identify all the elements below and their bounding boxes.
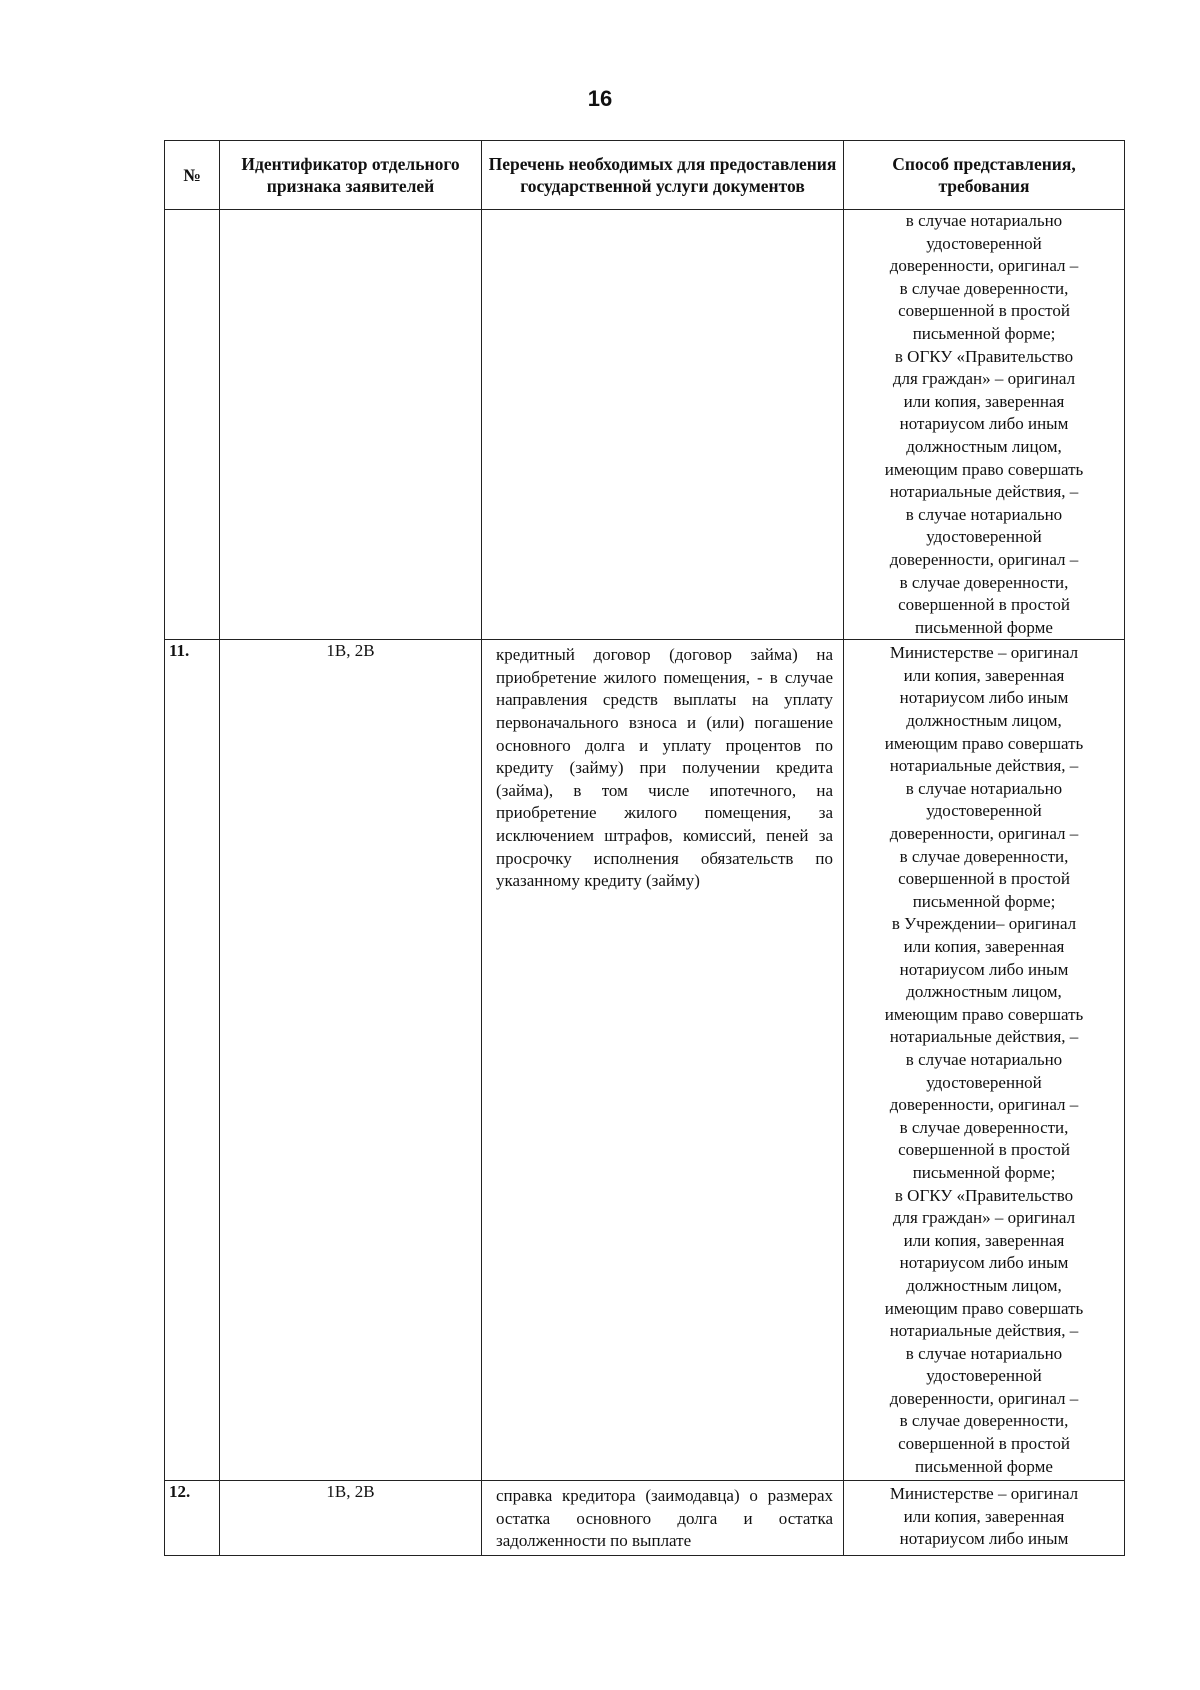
table-row-continuation xyxy=(165,210,1125,640)
method-line: удостоверенной xyxy=(926,801,1042,821)
method-line: доверенности, оригинал – xyxy=(889,1095,1079,1115)
cell-method xyxy=(844,210,1125,640)
method-line: должностным лицом, xyxy=(906,982,1062,1002)
cell-identifier xyxy=(220,210,482,640)
method-line: доверенности, оригинал – xyxy=(889,1388,1079,1408)
method-line: или копия, заверенная xyxy=(903,665,1065,685)
method-line: нотариальные действия, – xyxy=(889,756,1079,776)
table-row-11 xyxy=(165,640,1125,1481)
method-line: или копия, заверенная xyxy=(903,1506,1065,1526)
method-line: в случае нотариально xyxy=(905,1049,1063,1069)
method-line: в Учреждении– оригинал xyxy=(891,914,1077,934)
method-line: имеющим право совершать xyxy=(884,1004,1084,1024)
method-line: нотариальные действия, – xyxy=(889,482,1079,502)
method-line: в ОГКУ «Правительство xyxy=(894,1185,1074,1205)
method-line: Министерстве – оригинал xyxy=(889,1484,1079,1504)
method-line: должностным лицом, xyxy=(906,711,1062,731)
documents-table xyxy=(164,140,1125,1556)
method-line: в случае нотариально xyxy=(905,504,1063,524)
header-documents: Перечень необходимых для предоставления государственной услуги документов xyxy=(482,141,844,210)
method-line: в случае доверенности, xyxy=(899,846,1069,866)
table-header-row xyxy=(165,141,1125,210)
method-line: Министерстве – оригинал xyxy=(889,643,1079,663)
method-line: нотариальные действия, – xyxy=(889,1321,1079,1341)
method-line: письменной форме; xyxy=(912,891,1056,911)
method-line: нотариусом либо иным xyxy=(899,1529,1069,1549)
method-line: или копия, заверенная xyxy=(903,1230,1065,1250)
cell-number: 12. xyxy=(165,1481,220,1556)
method-line: или копия, заверенная xyxy=(903,391,1065,411)
cell-document: кредитный договор (договор займа) на приобретение жилого помещения, - в случае направления средств выплаты на уплату первоначального взноса и (или) погашение основного долга и уплату процентов по кредиту (займу) при получении кредита (займа), в том числе ипотечного, на приобретение жилого помещения, за исключением штрафов, комиссий, пеней за просрочку исполнения обязательств по указанному кредиту (займу) xyxy=(482,640,844,1481)
method-line: нотариусом либо иным xyxy=(899,959,1069,979)
cell-document xyxy=(482,210,844,640)
cell-method xyxy=(844,640,1125,1481)
cell-identifier: 1В, 2В xyxy=(220,1481,482,1556)
method-line: нотариусом либо иным xyxy=(899,1253,1069,1273)
method-line: для граждан» – оригинал xyxy=(892,1208,1076,1228)
method-line: имеющим право совершать xyxy=(884,733,1084,753)
method-line: должностным лицом, xyxy=(906,1275,1062,1295)
method-line: в случае доверенности, xyxy=(899,1117,1069,1137)
method-line: удостоверенной xyxy=(926,1072,1042,1092)
method-line: должностным лицом, xyxy=(906,436,1062,456)
method-line: совершенной в простой xyxy=(898,1434,1070,1454)
document-text: справка кредитора (заимодавца) о размерах остатка основного долга и остатка задолженности по выплате xyxy=(496,1486,833,1551)
method-line: письменной форме; xyxy=(912,1162,1056,1182)
method-line: удостоверенной xyxy=(926,233,1042,253)
header-identifier: Идентификатор отдельного признака заявителей xyxy=(220,141,482,210)
method-line: доверенности, оригинал – xyxy=(889,256,1079,276)
table-row-12 xyxy=(165,1481,1125,1556)
method-line: удостоверенной xyxy=(926,527,1042,547)
method-line: доверенности, оригинал – xyxy=(889,549,1079,569)
cell-number: 11. xyxy=(165,640,220,1481)
method-line: совершенной в простой xyxy=(898,1140,1070,1160)
method-line: для граждан» – оригинал xyxy=(892,369,1076,389)
method-line: в случае нотариально xyxy=(905,778,1063,798)
method-line: в ОГКУ «Правительство xyxy=(894,346,1074,366)
method-line: нотариальные действия, – xyxy=(889,1027,1079,1047)
method-line: в случае нотариально xyxy=(905,1343,1063,1363)
cell-document xyxy=(482,1481,844,1556)
cell-method xyxy=(844,1481,1125,1556)
method-line: нотариусом либо иным xyxy=(899,688,1069,708)
page-number: 16 xyxy=(587,86,613,111)
method-line: в случае доверенности, xyxy=(899,1411,1069,1431)
method-line: в случае доверенности, xyxy=(899,572,1069,592)
method-line: имеющим право совершать xyxy=(884,1298,1084,1318)
method-line: доверенности, оригинал – xyxy=(889,824,1079,844)
cell-identifier: 1В, 2В xyxy=(220,640,482,1481)
method-line: имеющим право совершать xyxy=(884,459,1084,479)
method-line: совершенной в простой xyxy=(898,595,1070,615)
method-line: или копия, заверенная xyxy=(903,937,1065,956)
method-line: в случае нотариально xyxy=(905,211,1063,230)
header-method: Способ представления, требования xyxy=(844,141,1125,210)
method-line: письменной форме xyxy=(915,1456,1053,1476)
cell-number xyxy=(165,210,220,640)
method-line: письменной форме xyxy=(915,617,1053,637)
method-line: удостоверенной xyxy=(926,1366,1042,1386)
header-number: № xyxy=(165,141,220,210)
method-line: совершенной в простой xyxy=(898,301,1070,321)
method-line: совершенной в простой xyxy=(898,869,1070,889)
method-line: в случае доверенности, xyxy=(899,278,1069,298)
method-line: нотариусом либо иным xyxy=(899,414,1069,434)
method-line: письменной форме; xyxy=(912,323,1056,343)
